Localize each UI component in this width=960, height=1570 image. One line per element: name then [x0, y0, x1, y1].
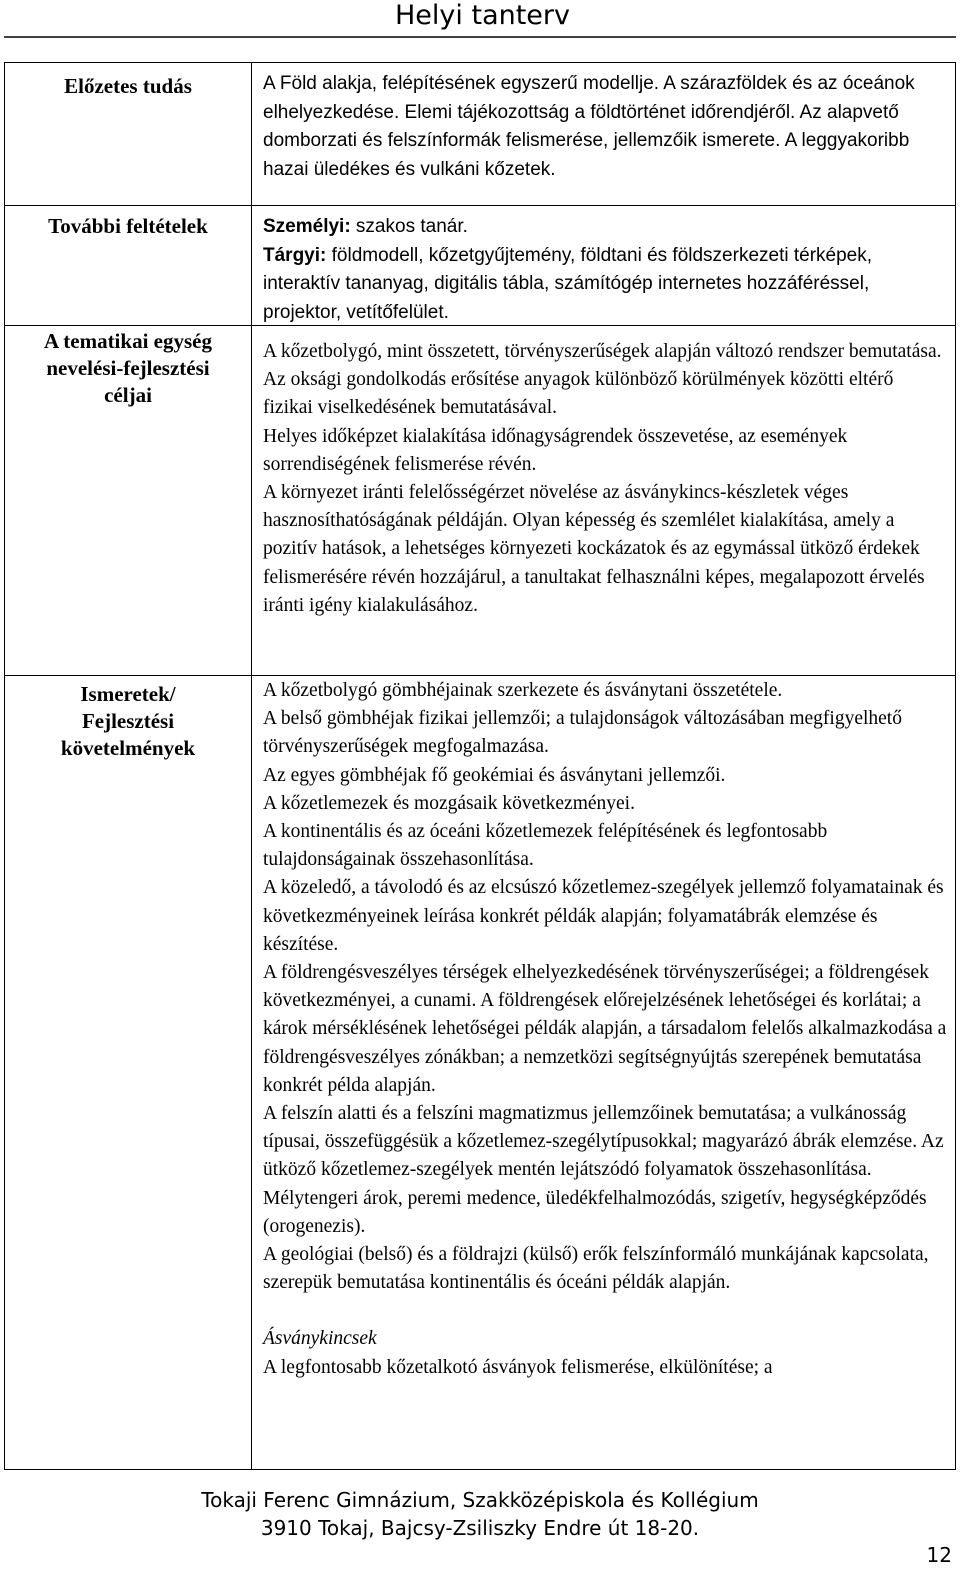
row-label-prior-knowledge: Előzetes tudás — [64, 74, 192, 98]
goals-paragraph-3: A környezet iránti felelősségérzet növelése az ásványkincs-készletek véges hasznosíthatóságának példáján. Olyan képesség és szemlélet kialakítása, amely a pozitív hatások, a lehetséges környezeti kockázatok és az egymással ütköző érdekek felismerésére révén hozzájárul, a tanultakat felhasználni képes, megalapozott érvelés iránti igény kialakulásához. — [263, 482, 925, 616]
knowledge-paragraph-7: A földrengésveszélyes térségek elhelyezkedésének törvényszerűségei; a földrengések következményei, a cunami. A földrengések előrejelzésének lehetőségei és korlátai; a károk mérséklésének lehetőségei példák alapján, a társadalom felelős alkalmazkodása a földrengésveszélyes zónákban; a nemzetközi segítségnyújtás szerepének bemutatása konkrét példa alapján. — [263, 962, 947, 1096]
header-title: Helyi tanterv — [395, 0, 570, 31]
row-content-prior-knowledge — [263, 70, 947, 184]
row-label-further-conditions: További feltételek — [48, 214, 208, 238]
knowledge-paragraph-5: A kontinentális és az óceáni kőzetlemezek felépítésének és legfontosabb tulajdonságainak összehasonlítása. — [263, 821, 828, 871]
knowledge-paragraph-9: A geológiai (belső) és a földrajzi (külső) erők felszínformáló munkájának kapcsolata, szerepük bemutatása kontinentális és óceáni példák alapján. — [263, 1244, 929, 1294]
goals-paragraph-1: A kőzetbolygó, mint összetett, törvényszerűségek alapján változó rendszer bemutatása. Az oksági gondolkodás erősítése anyagok különböző körülmények közötti eltérő fizikai viselkedésének bemutatásával. — [263, 341, 942, 419]
row-rule-2 — [5, 325, 955, 326]
page-header — [0, 0, 960, 38]
column-divider — [251, 63, 252, 1469]
row-content-further-conditions — [263, 213, 947, 327]
material-label: Tárgyi: — [263, 244, 327, 266]
material-text: földmodell, kőzetgyűjtemény, földtani és földszerkezeti térképek, interaktív tananyag, digitális tábla, számítógép internetes hozzáféréssel, projektor, vetítőfelület. — [263, 244, 873, 323]
row-label-knowledge — [5, 681, 251, 762]
knowledge-label-line2: Fejlesztési — [81, 709, 175, 733]
knowledge-paragraph-6: A közeledő, a távolodó és az elcsúszó kőzetlemez-szegélyek jellemző folyamatainak és következményeinek leírása konkrét példák alapján; folyamatábrák elemzése és készítése. — [263, 877, 944, 955]
knowledge-paragraph-4: A kőzetlemezek és mozgásaik következményei. — [263, 792, 635, 814]
goals-paragraph-2: Helyes időképzet kialakítása időnagyságrendek összevetése, az események sorrendiségének felismerése révén. — [263, 425, 848, 475]
page-number: 12 — [926, 1543, 952, 1567]
personal-text: szakos tanár. — [350, 216, 468, 237]
knowledge-paragraph-2: A belső gömbhéjak fizikai jellemzői; a tulajdonságok változásában megfigyelhető törvényszerűségek megfogalmazása. — [263, 708, 902, 758]
goals-label-line3: céljai — [104, 383, 152, 407]
row-label-goals — [5, 328, 251, 409]
row-content-knowledge — [263, 677, 947, 1382]
footer-line-2: 3910 Tokaj, Bajcsy-Zsiliszky Endre út 18-20. — [260, 1516, 700, 1540]
prior-knowledge-text: A Föld alakja, felépítésének egyszerű modellje. A szárazföldek és az óceánok elhelyezkedése. Elemi tájékozottság a földtörténet időrendjéről. Az alapvető domborzati és felszínformák felismerése, jellemzőik ismerete. A leggyakoribb hazai üledékes és vulkáni kőzetek. — [263, 73, 915, 180]
knowledge-paragraph-3: Az egyes gömbhéjak fő geokémiai és ásványtani jellemzői. — [263, 764, 726, 786]
footer-line-1: Tokaji Ferenc Gimnázium, Szakközépiskola és Kollégium — [201, 1488, 759, 1512]
row-content-goals — [263, 338, 947, 620]
knowledge-paragraph-8: A felszín alatti és a felszíni magmatizmus jellemzőinek bemutatása; a vulkánosság típusai, összefüggésük a kőzetlemez-szegélytípusokkal; magyarázó ábrák elemzése. Az ütköző kőzetlemez-szegélyek mentén lejátszódó folyamatok összehasonlítása. Mélytengeri árok, peremi medence, üledékfelhalmozódás, szigetív, hegységképződés (orogenezis). — [263, 1103, 944, 1237]
knowledge-subheading: Ásványkincsek — [263, 1328, 377, 1350]
personal-label: Személyi: — [263, 216, 351, 237]
row-rule-1 — [5, 205, 955, 206]
material-conditions — [263, 242, 947, 328]
row-rule-3 — [5, 675, 955, 676]
personal-conditions — [263, 213, 947, 242]
knowledge-label-line3: követelmények — [60, 736, 196, 760]
curriculum-table — [4, 62, 956, 1470]
goals-label-line2: nevelési-fejlesztési — [46, 356, 210, 380]
goals-label-line1: A tematikai egység — [44, 329, 212, 353]
knowledge-label-line1: Ismeretek/ — [80, 682, 176, 706]
knowledge-paragraph-10: A legfontosabb kőzetalkotó ásványok felismerése, elkülönítése; a — [263, 1356, 773, 1378]
header-rule — [4, 36, 956, 38]
knowledge-paragraph-1: A kőzetbolygó gömbhéjainak szerkezete és ásványtani összetétele. — [263, 680, 783, 701]
